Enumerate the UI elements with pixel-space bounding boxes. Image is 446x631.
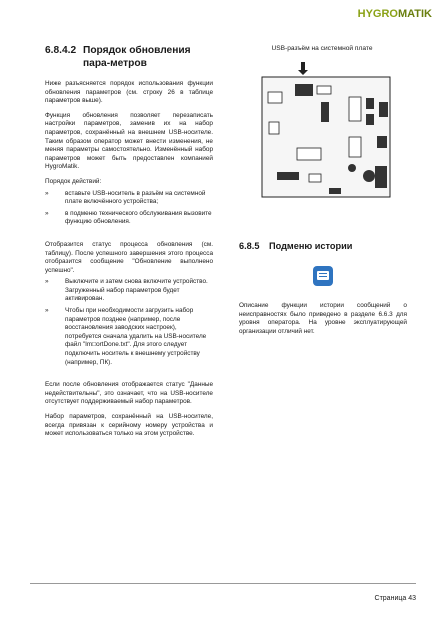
history-menu-icon: [313, 266, 333, 286]
list-item: [45, 190, 213, 207]
connector: [269, 122, 279, 134]
relay: [349, 137, 361, 157]
paragraph: Порядок действий:: [45, 177, 102, 185]
connector: [309, 174, 321, 182]
arrow-icon: [298, 62, 308, 75]
terminal-block: [377, 136, 387, 148]
paragraph: Набор параметров, сохранённый на USB-носителе, всегда привязан к серийному номеру устройства и может использоваться только на этом устройстве.: [45, 413, 213, 438]
bullet-marker: »: [45, 307, 49, 315]
connector: [317, 86, 331, 94]
capacitor: [363, 170, 375, 182]
paragraph: Ниже разъясняется порядок использования функции обновления параметров (см. строку 26 в таблице параметров выше).: [45, 80, 213, 105]
terminal-block: [375, 166, 387, 188]
list-item: [45, 307, 213, 367]
section-heading: [239, 241, 352, 251]
page-number: Страница 43: [374, 595, 416, 602]
paragraph: Отобразится статус процесса обновления (см. таблицу). После успешного завершения этого процесса отобразится сообщение "Обновление выполнено успешно".: [45, 240, 213, 274]
capacitor: [348, 164, 356, 172]
terminal-block: [321, 102, 329, 122]
bullet-marker: »: [45, 209, 49, 217]
left-column: [45, 44, 213, 445]
header-bar: [0, 0, 446, 34]
bullet-marker: »: [45, 189, 49, 197]
paragraph: Если после обновления отображается статус "Данные недействительны", это означает, что на USB-носителе отсутствует поддерживаемый набор параметров.: [45, 381, 213, 406]
list-item: [45, 278, 213, 304]
list-item: [45, 210, 213, 227]
connector: [277, 172, 299, 180]
list-item-text: вставьте USB-носитель в разъём на системной плате включённого устройства;: [65, 189, 206, 206]
list-item-text: Выключите и затем снова включите устройство. Загруженный набор параметров будет активирован.: [65, 278, 208, 303]
section-title: Порядок обновления пара-метров: [83, 45, 191, 69]
paragraph: Функция обновления позволяет перезаписать настройки параметров, заменив их на набор параметров, сохранённый на внешнем USB-носителе. Таким образом оператор может внести изменения, не меняя параметры самостоятельно. Изменённый набор параметров может быть предоставлен компанией HygroMatik.: [45, 111, 213, 171]
figure-caption: USB-разъём на системной плате: [271, 45, 373, 52]
terminal-block: [329, 188, 341, 194]
system-board-figure: [259, 62, 395, 202]
paragraph: Описание функции истории сообщений о неисправностях было приведено в разделе 6.6.3 для уровня оператора. На уровне эксплуатирующей организации отличий нет.: [239, 302, 407, 335]
relay: [349, 97, 361, 121]
usb-connector: [295, 84, 313, 96]
terminal-block: [366, 114, 374, 125]
right-column: [237, 44, 407, 335]
section-number: 6.8.4.2: [45, 45, 77, 56]
list-item-text: в подменю технического обслуживания вызовите функцию обновления.: [65, 209, 212, 226]
terminal-block: [379, 102, 388, 117]
list-item-text: Чтобы при необходимости загрузить набор параметров позднее (например, после восстановления заводских настроек), потребуется сначала удалить на USB-носителе файл "Im□ortDone.txt". Для этого следует подключить носитель к внешнему устройству (например, ПК).: [65, 307, 207, 366]
section-heading: [45, 44, 213, 70]
section-title: Подменю истории: [269, 241, 353, 251]
logo-text: HYGROMATIK: [357, 8, 432, 20]
terminal-block: [366, 98, 374, 109]
section-number: 6.8.5: [239, 241, 260, 251]
connector: [268, 92, 282, 103]
chip: [297, 148, 321, 160]
footer-divider: [30, 583, 416, 584]
bullet-marker: »: [45, 278, 49, 286]
